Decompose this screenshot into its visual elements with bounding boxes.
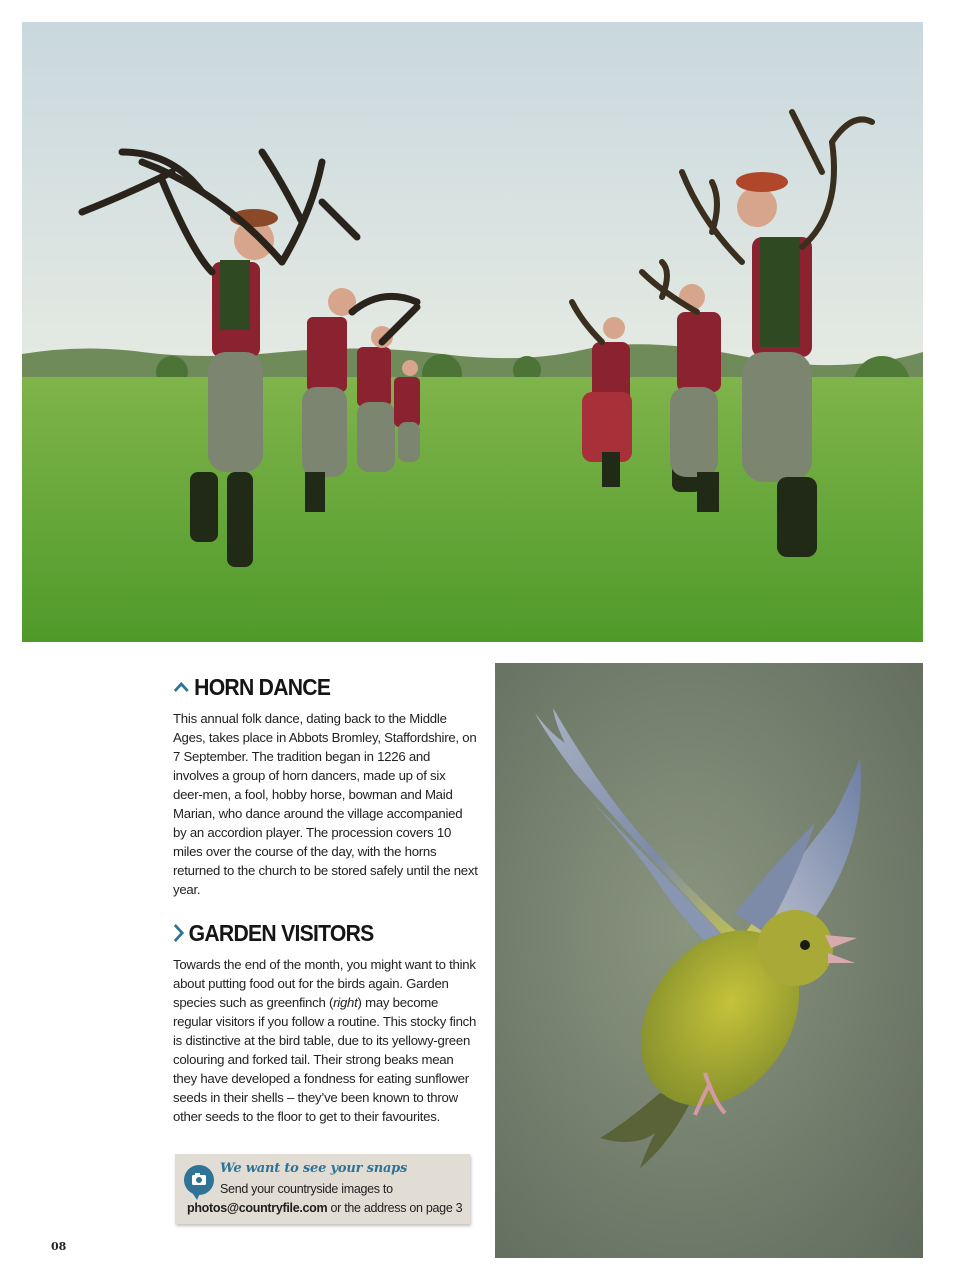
- snaps-line2-rest: or the address on page 3: [327, 1201, 463, 1215]
- horn-dance-body: This annual folk dance, dating back to the Middle Ages, takes place in Abbots Bromley, Staffordshire, on 7 September. The tradition began in 1226 and involves a group of horn dancers, made up of six deer-men, a fool, hobby horse, bowman and Maid Marian, who dance around the village accompanied by an accordion player. The procession covers 10 miles over the course of the day, with the horns returned to the church to be stored safely until the next year.: [173, 711, 478, 897]
- garden-visitors-body: [173, 955, 478, 1126]
- snaps-email[interactable]: photos@countryfile.com: [187, 1201, 328, 1215]
- camera-icon-tail: [191, 1191, 201, 1200]
- snaps-line2: [187, 1201, 462, 1215]
- garden-visitors-heading: [173, 919, 454, 947]
- snaps-line1: Send your countryside images to: [220, 1182, 393, 1196]
- horn-dance-heading: [173, 673, 454, 701]
- garden-body-italic: right: [333, 995, 358, 1010]
- snaps-title: We want to see your snaps: [220, 1161, 408, 1176]
- garden-visitors-heading-text: GARDEN VISITORS: [188, 920, 374, 946]
- garden-body-part: Towards the end of the month, you might want to think about putting food out for the birds again. Garden species such as greenfinch (: [173, 957, 476, 1010]
- chevron-up-icon: [173, 681, 190, 693]
- page-number: 08: [51, 1240, 67, 1253]
- greenfinch-photo: [495, 663, 923, 1258]
- snaps-callout: [175, 1154, 470, 1224]
- garden-body-part: ) may become regular visitors if you follow a routine. This stocky finch is distinctive at the bird table, due to its yellowy-green colouring and forked tail. Their strong beaks mean they have developed a fondness for eating sunflower seeds in their shells – they’ve been known to throw other seeds to the floor to get to their favourites.: [173, 995, 477, 1124]
- chevron-right-icon: [173, 923, 184, 943]
- horn-dance-heading-text: HORN DANCE: [194, 674, 331, 700]
- horn-dance-photo: [22, 22, 923, 642]
